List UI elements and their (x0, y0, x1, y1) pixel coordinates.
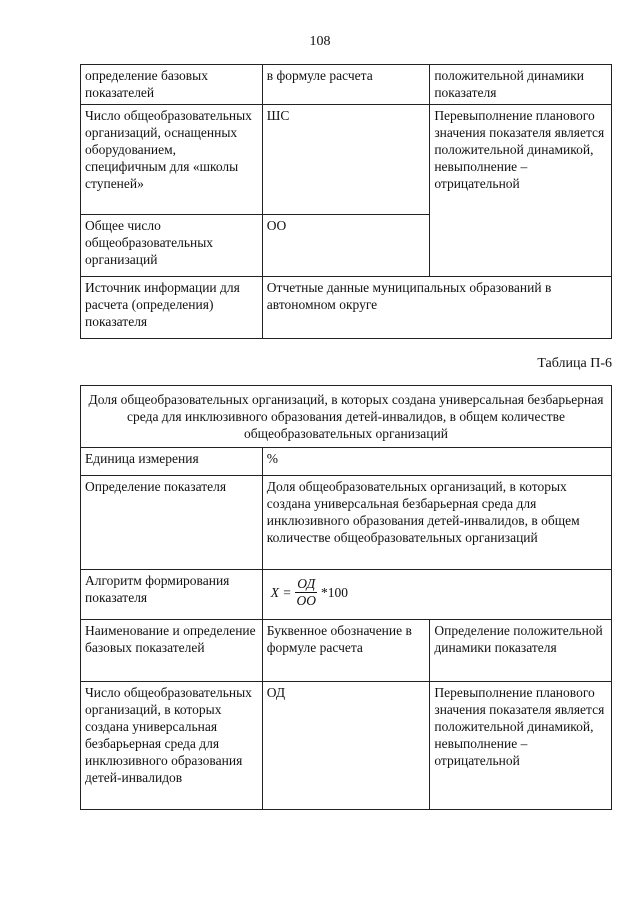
table-row (81, 682, 612, 810)
header-cell: положительной динамики показателя (430, 65, 612, 105)
algorithm-formula (262, 570, 611, 620)
header-cell: Буквенное обозначение в формуле расчета (262, 620, 430, 682)
page-number: 108 (309, 34, 331, 49)
formula-numerator: ОД (297, 576, 316, 591)
indicator-symbol: ОО (262, 215, 430, 277)
indicator-name: Число общеобразовательных организаций, оснащенных оборудованием, специфичным для «школы ступеней» (81, 105, 263, 215)
header-cell: определение базовых показателей (81, 65, 263, 105)
table-row (81, 105, 612, 215)
table-row (81, 476, 612, 570)
formula-lhs: X = (270, 585, 292, 600)
indicator-table (80, 385, 612, 810)
header-cell: Определение положительной динамики показателя (430, 620, 612, 682)
table-caption: Таблица П-6 (537, 356, 612, 371)
source-value: Отчетные данные муниципальных образований в автономном округе (262, 277, 611, 339)
indicator-name: Число общеобразовательных организаций, в которых создана универсальная безбарьерная среда для инклюзивного образования детей-инвалидов (81, 682, 263, 810)
table-row (81, 448, 612, 476)
formula-denominator: ОО (296, 593, 317, 608)
unit-label: Единица измерения (81, 448, 263, 476)
positive-dynamics-definition: Перевыполнение планового значения показателя является положительной динамикой, невыполнение – отрицательной (430, 105, 612, 277)
table-header-row (81, 620, 612, 682)
formula-multiplier: *100 (321, 585, 349, 600)
formula-fraction (295, 576, 319, 609)
definition-value: Доля общеобразовательных организаций, в которых создана универсальная безбарьерная среда для инклюзивного образования детей-инвалидов, в общем количестве общеобразовательных организаций (262, 476, 611, 570)
algorithm-label: Алгоритм формирования показателя (81, 570, 263, 620)
table-row (81, 570, 612, 620)
indicator-title: Доля общеобразовательных организаций, в которых создана универсальная безбарьерная среда для инклюзивного образования детей-инвалидов, в общем количестве общеобразовательных организаций (81, 386, 612, 448)
indicator-name: Общее число общеобразовательных организаций (81, 215, 263, 277)
definition-label: Определение показателя (81, 476, 263, 570)
table-header-row (81, 65, 612, 105)
indicator-symbol: ОД (262, 682, 430, 810)
unit-value: % (262, 448, 611, 476)
indicator-symbol: ШС (262, 105, 430, 215)
header-cell: Наименование и определение базовых показателей (81, 620, 263, 682)
header-cell: в формуле расчета (262, 65, 430, 105)
positive-dynamics-definition: Перевыполнение планового значения показателя является положительной динамикой, невыполнение – отрицательной (430, 682, 612, 810)
source-label: Источник информации для расчета (определения) показателя (81, 277, 263, 339)
indicator-table-continued (80, 64, 612, 339)
table-row (81, 277, 612, 339)
